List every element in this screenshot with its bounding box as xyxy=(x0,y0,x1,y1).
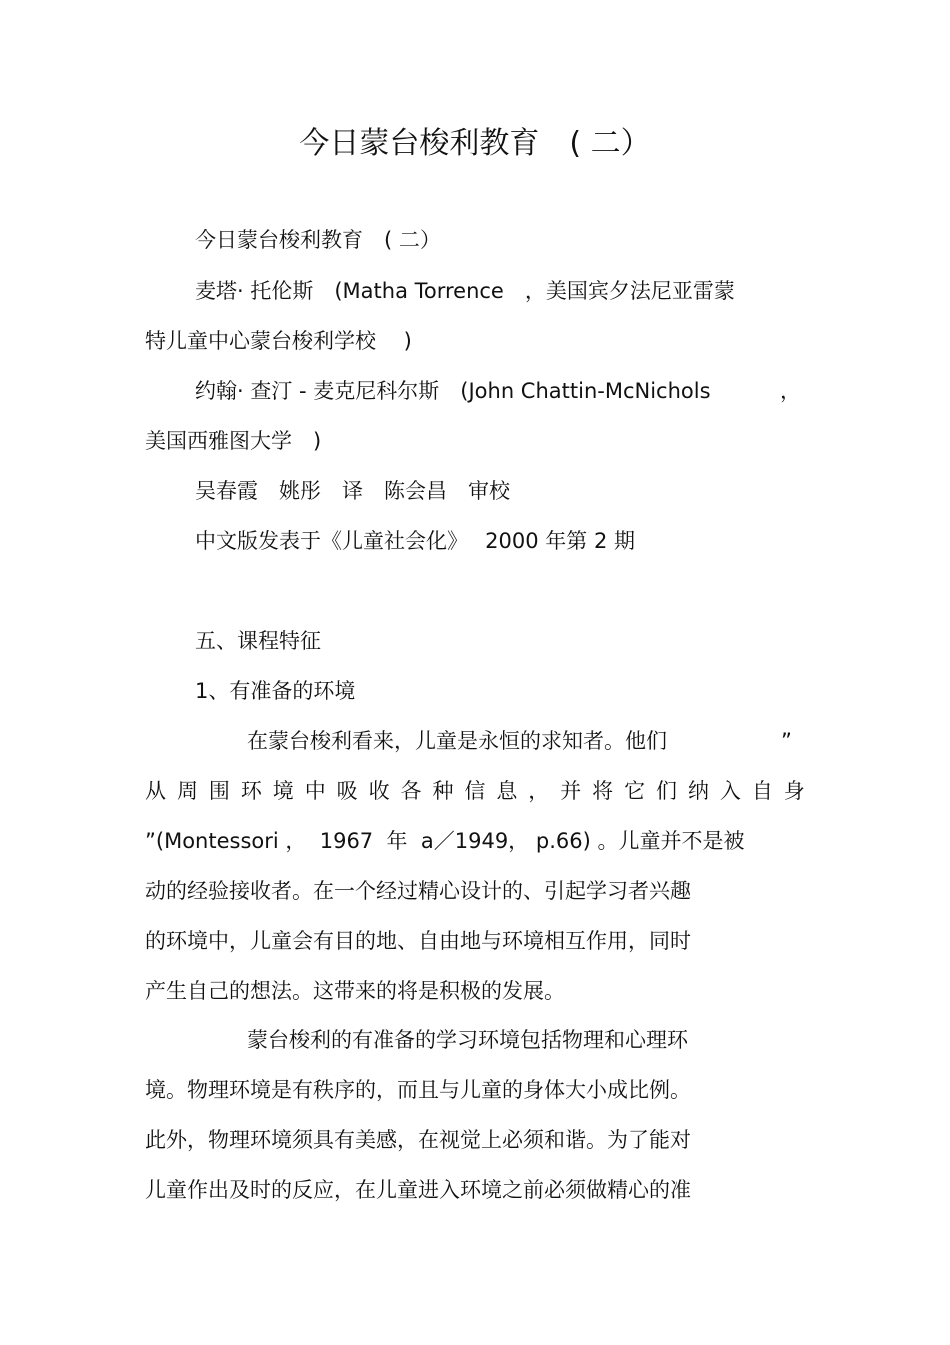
justified-char: 吸 xyxy=(336,779,358,803)
para2-line-1: 蒙台梭利的有准备的学习环境包括物理和心理环 xyxy=(247,1028,688,1052)
justified-char: 从 xyxy=(145,779,166,803)
para1-line-6: 产生自己的想法。这带来的将是积极的发展。 xyxy=(145,979,565,1003)
justified-char: 身 xyxy=(783,779,805,803)
justified-char: 自 xyxy=(751,779,773,803)
justified-char: 种 xyxy=(432,779,454,803)
subtitle: 今日蒙台梭利教育 ( 二） xyxy=(195,228,441,252)
para2-line-4: 儿童作出及时的反应，在儿童进入环境之前必须做精心的准 xyxy=(145,1178,691,1202)
justified-char: 围 xyxy=(208,779,230,803)
justified-char: 纳 xyxy=(687,779,709,803)
justified-char: 们 xyxy=(656,779,677,803)
para1-line-2 xyxy=(145,776,805,806)
justified-char: 周 xyxy=(176,779,198,803)
publication-line: 中文版发表于《儿童社会化》 2000 年第 2 期 xyxy=(195,529,636,553)
justified-char: 它 xyxy=(624,779,646,803)
justified-char: 中 xyxy=(304,779,326,803)
justified-char: 入 xyxy=(719,779,741,803)
author-line-1: 麦塔· 托伦斯 (Matha Torrence ，美国宾夕法尼亚雷蒙 xyxy=(195,279,735,303)
author-line-2-cont: 美国西雅图大学 ) xyxy=(145,429,322,453)
justified-char: 各 xyxy=(400,779,422,803)
justified-char: 境 xyxy=(272,779,294,803)
para1-line-5: 的环境中，儿童会有目的地、自由地与环境相互作用，同时 xyxy=(145,929,691,953)
justified-char: 收 xyxy=(368,779,390,803)
author-line-1-cont: 特儿童中心蒙台梭利学校 ) xyxy=(145,329,412,353)
justified-char: 环 xyxy=(240,779,262,803)
justified-char: ， xyxy=(528,779,550,803)
translators-line: 吴春霞 姚彤 译 陈会昌 审校 xyxy=(195,479,510,503)
para1-line-3: ”(Montessori ， 1967 年 a／1949， p.66) 。儿童并不是被 xyxy=(145,829,745,853)
section-subheading: 1、有准备的环境 xyxy=(195,679,356,703)
justified-char: 信 xyxy=(464,779,486,803)
justified-char: 息 xyxy=(496,779,518,803)
author-line-2: 约翰· 查汀 - 麦克尼科尔斯 (John Chattin-McNichols xyxy=(195,379,711,403)
para1-quote-open: ” xyxy=(781,729,792,753)
section-heading: 五、课程特征 xyxy=(195,629,321,653)
para1-line-4: 动的经验接收者。在一个经过精心设计的、引起学习者兴趣 xyxy=(145,879,691,903)
justified-char: 并 xyxy=(560,779,582,803)
justified-char: 将 xyxy=(592,779,614,803)
author-line-2-comma: ， xyxy=(780,379,801,403)
para1-line-1: 在蒙台梭利看来，儿童是永恒的求知者。他们 xyxy=(247,729,667,753)
para2-line-2: 境。物理环境是有秩序的，而且与儿童的身体大小成比例。 xyxy=(145,1078,691,1102)
document-title: 今日蒙台梭利教育 ( 二） xyxy=(299,126,651,161)
para2-line-3: 此外，物理环境须具有美感，在视觉上必须和谐。为了能对 xyxy=(145,1128,691,1152)
